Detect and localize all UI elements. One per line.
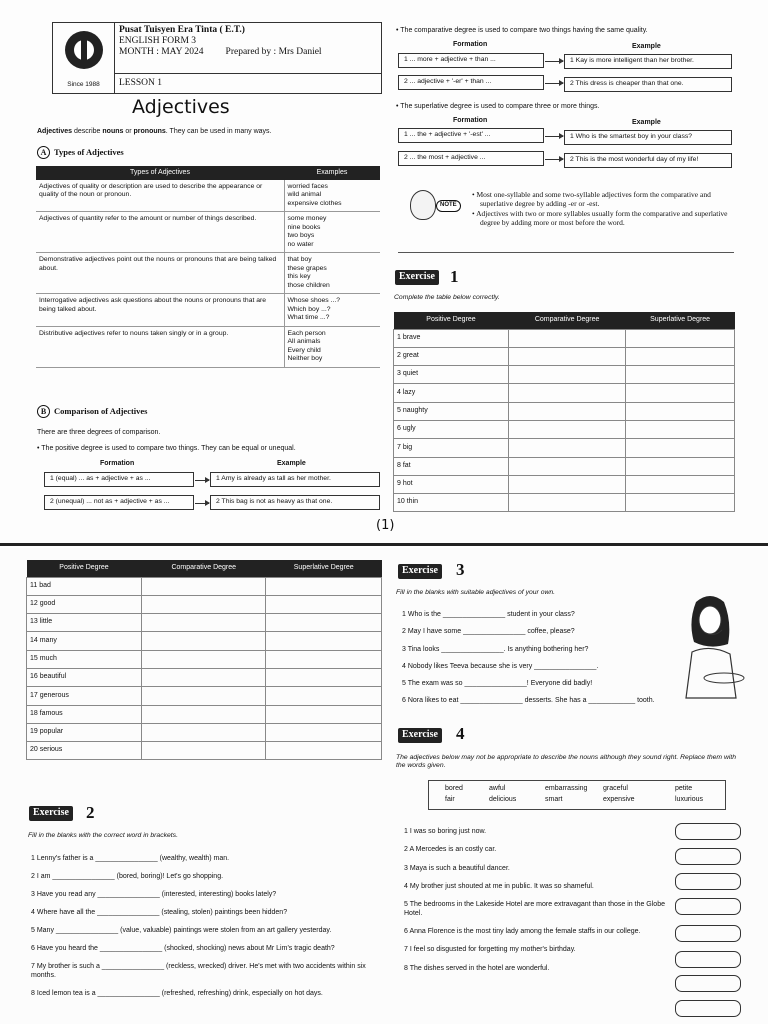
comparative-answer-cell[interactable] xyxy=(509,457,626,475)
superlative-answer-cell[interactable] xyxy=(266,723,382,741)
table-row xyxy=(394,329,735,347)
superlative-col-header: Superlative Degree xyxy=(626,312,735,329)
superlative-col-header: Superlative Degree xyxy=(266,560,382,577)
positive-word: 18 famous xyxy=(27,705,142,723)
example-item: Neither boy xyxy=(287,355,323,363)
superlative-answer-cell[interactable] xyxy=(626,475,735,493)
superlative-text: • The superlative degree is used to compare three or more things. xyxy=(396,103,600,110)
answer-box[interactable] xyxy=(675,873,741,890)
type-description: Distributive adjectives refer to nouns taken singly or in a group. xyxy=(36,326,284,367)
comparative-answer-cell[interactable] xyxy=(142,687,266,705)
section-b-heading: B Comparison of Adjectives xyxy=(37,405,148,418)
superlative-answer-cell[interactable] xyxy=(626,457,735,475)
list-item: 3 Have you read any ________________ (interested, interesting) books lately? xyxy=(31,891,277,898)
type-examples xyxy=(284,326,380,367)
comparative-answer-cell[interactable] xyxy=(142,705,266,723)
superlative-answer-cell[interactable] xyxy=(626,439,735,457)
example-item: What time ...? xyxy=(287,314,330,322)
exercise-4-list xyxy=(404,828,666,983)
comparative-answer-cell[interactable] xyxy=(509,420,626,438)
superlative-formation-2: 2 ... the most + adjective ... xyxy=(398,151,544,166)
answer-box[interactable] xyxy=(675,925,741,942)
examples-header: Examples xyxy=(284,166,380,180)
type-description: Adjectives of quantity refer to the amount or number of things described. xyxy=(36,212,284,253)
exercise-1-table xyxy=(393,312,735,512)
degrees-intro: There are three degrees of comparison. xyxy=(37,429,161,436)
logo-emblem-icon xyxy=(65,31,103,69)
list-item: 5 The bedrooms in the Lakeside Hotel are more extravagant than those in the Globe Hotel. xyxy=(404,901,665,917)
superlative-answer-cell[interactable] xyxy=(266,577,382,595)
exercise-2-label: Exercise xyxy=(29,806,73,821)
month-line: MONTH : MAY 2024 Prepared by : Mrs Daniel xyxy=(119,47,322,57)
table-row xyxy=(394,439,735,457)
table-row xyxy=(27,742,382,760)
exercise-3-instruction: Fill in the blanks with suitable adjectives of your own. xyxy=(396,589,556,596)
types-table xyxy=(36,166,380,368)
list-item: 1 Lenny's father is a ________________ (wealthy, wealth) man. xyxy=(31,855,230,862)
word-option: smart xyxy=(545,796,563,803)
answer-box[interactable] xyxy=(675,951,741,968)
positive-word: 11 bad xyxy=(27,577,142,595)
positive-word: 12 good xyxy=(27,595,142,613)
superlative-answer-cell[interactable] xyxy=(626,384,735,402)
type-examples xyxy=(284,294,380,326)
school-logo xyxy=(53,23,115,93)
positive-word: 7 big xyxy=(394,439,509,457)
type-description: Adjectives of quality or description are used to describe the appearance or quality of the noun or pronoun. xyxy=(36,180,284,212)
list-item: 3 Tina looks ________________. Is anything bothering her? xyxy=(402,645,589,653)
example-item: some money xyxy=(287,215,327,223)
subject-line: ENGLISH FORM 3 xyxy=(119,36,197,46)
positive-word: 1 brave xyxy=(394,329,509,347)
positive-word: 5 naughty xyxy=(394,402,509,420)
superlative-answer-cell[interactable] xyxy=(626,347,735,365)
word-option: awful xyxy=(489,785,506,792)
superlative-answer-cell[interactable] xyxy=(266,632,382,650)
word-option: graceful xyxy=(603,785,628,792)
table-row xyxy=(27,650,382,668)
table-row xyxy=(27,687,382,705)
table-row xyxy=(27,723,382,741)
positive-word: 6 ugly xyxy=(394,420,509,438)
table-row xyxy=(394,384,735,402)
table-row xyxy=(394,420,735,438)
superlative-answer-cell[interactable] xyxy=(626,402,735,420)
answer-box[interactable] xyxy=(675,848,741,865)
answer-box[interactable] xyxy=(675,898,741,915)
positive-col-header: Positive Degree xyxy=(394,312,509,329)
list-item: 3 Maya is such a beautiful dancer. xyxy=(404,864,510,872)
worksheet-header xyxy=(52,22,382,94)
superlative-answer-cell[interactable] xyxy=(266,595,382,613)
comparative-example-2: 2 This dress is cheaper than that one. xyxy=(564,77,732,92)
answer-box[interactable] xyxy=(675,823,741,840)
types-header: Types of Adjectives xyxy=(36,166,284,180)
example-item: no water xyxy=(287,240,314,248)
list-item: 6 Have you heard the ________________ (shocked, shocking) news about Mr Lim's tragic death? xyxy=(31,945,335,952)
types-table-row xyxy=(36,326,380,367)
positive-formation-1: 1 (equal) ... as + adjective + as ... xyxy=(44,472,194,487)
table-row xyxy=(394,494,735,512)
type-examples xyxy=(284,180,380,212)
example-item: these grapes xyxy=(287,264,327,272)
list-item: 8 Iced lemon tea is a ________________ (refreshed, refreshing) drink, especially on hot days. xyxy=(31,990,323,997)
positive-word: 13 little xyxy=(27,614,142,632)
comparative-answer-cell[interactable] xyxy=(142,742,266,760)
since-label: Since 1988 xyxy=(67,80,100,88)
example-item: that boy xyxy=(287,256,312,264)
list-item: 1 Who is the ________________ student in your class? xyxy=(402,611,575,618)
comparative-answer-cell[interactable] xyxy=(142,595,266,613)
example-item: wild animal xyxy=(287,191,322,199)
positive-text: • The positive degree is used to compare two things. They can be equal or unequal. xyxy=(37,445,296,452)
lesson-label: LESSON 1 xyxy=(119,78,163,88)
superlative-example-2: 2 This is the most wonderful day of my life! xyxy=(564,153,732,168)
positive-col-header: Positive Degree xyxy=(27,560,142,577)
positive-example-head: Example xyxy=(277,460,306,467)
superlative-answer-cell[interactable] xyxy=(626,494,735,512)
comparative-example-1: 1 Kay is more intelligent than her brother. xyxy=(564,54,732,69)
positive-word: 20 serious xyxy=(27,742,142,760)
exercise-3-list xyxy=(402,611,670,715)
comparative-answer-cell[interactable] xyxy=(509,439,626,457)
word-option: embarrassing xyxy=(545,785,588,792)
superlative-example-head: Example xyxy=(632,119,661,126)
comparative-col-header: Comparative Degree xyxy=(509,312,626,329)
superlative-answer-cell[interactable] xyxy=(266,705,382,723)
comparative-answer-cell[interactable] xyxy=(509,475,626,493)
note-item: • Most one-syllable and some two-syllable adjectives form the comparative and superlative degree by adding -er or -est. xyxy=(472,190,711,209)
positive-example-1: 1 Amy is already as tall as her mother. xyxy=(210,472,380,487)
positive-word: 2 great xyxy=(394,347,509,365)
word-option: fair xyxy=(445,796,455,803)
comparative-formation-1: 1 ... more + adjective + than ... xyxy=(398,53,544,68)
list-item: 2 May I have some ________________ coffee, please? xyxy=(402,628,575,636)
table-row xyxy=(394,347,735,365)
exercise-1-label: Exercise xyxy=(395,270,439,285)
exercise-2-number: 2 xyxy=(86,803,95,822)
comparative-answer-cell[interactable] xyxy=(142,577,266,595)
positive-word: 14 many xyxy=(27,632,142,650)
list-item: 4 Nobody likes Teeva because she is very ________________. xyxy=(402,662,599,670)
header-info xyxy=(119,25,322,58)
note-illustration xyxy=(402,182,457,232)
table-row xyxy=(394,402,735,420)
positive-word: 4 lazy xyxy=(394,384,509,402)
positive-word: 3 quiet xyxy=(394,366,509,384)
comparative-answer-cell[interactable] xyxy=(142,614,266,632)
note-item: • Adjectives with two or more syllables usually form the comparative and superlative degree by adding more or most before the word. xyxy=(472,208,728,228)
comparative-answer-cell[interactable] xyxy=(142,632,266,650)
word-option: expensive xyxy=(603,796,635,803)
table-row xyxy=(27,705,382,723)
types-table-row xyxy=(36,212,380,253)
comparative-formation-head: Formation xyxy=(453,41,488,48)
example-item: worried faces xyxy=(287,183,328,190)
comparative-text: • The comparative degree is used to compare two things having the same quality. xyxy=(396,27,648,34)
type-examples xyxy=(284,253,380,294)
superlative-answer-cell[interactable] xyxy=(266,614,382,632)
table-row xyxy=(27,595,382,613)
list-item: 4 Where have all the ________________ (stealing, stolen) paintings been hidden? xyxy=(31,909,288,916)
list-item: 4 My brother just shouted at me in public. It was so shameful. xyxy=(404,882,594,890)
table-row xyxy=(394,366,735,384)
types-table-row xyxy=(36,180,380,212)
comparative-answer-cell[interactable] xyxy=(509,366,626,384)
exercise-1-instruction: Complete the table below correctly. xyxy=(394,294,500,301)
comparative-answer-cell[interactable] xyxy=(509,384,626,402)
list-item: 7 I feel so disgusted for forgetting my mother's birthday. xyxy=(404,946,576,954)
positive-example-2: 2 This bag is not as heavy as that one. xyxy=(210,495,380,510)
superlative-answer-cell[interactable] xyxy=(626,329,735,347)
answer-box[interactable] xyxy=(675,975,741,992)
superlative-answer-cell[interactable] xyxy=(626,420,735,438)
school-name: Pusat Tuisyen Era Tinta ( E.T.) xyxy=(119,25,245,35)
exercise-1-number: 1 xyxy=(450,267,459,286)
comparative-answer-cell[interactable] xyxy=(509,329,626,347)
example-item: Each person xyxy=(287,329,326,337)
type-description: Interrogative adjectives ask questions about the nouns or pronouns that are being talked about. xyxy=(36,294,284,326)
list-item: 5 The exam was so ________________! Everyone did badly! xyxy=(402,680,593,687)
list-item: 1 I was so boring just now. xyxy=(404,828,487,835)
list-item: 8 The dishes served in the hotel are wonderful. xyxy=(404,964,550,972)
type-description: Demonstrative adjectives point out the nouns or pronouns that are being talked about. xyxy=(36,253,284,294)
example-item: this key xyxy=(287,273,311,281)
page-title: Adjectives xyxy=(132,96,230,118)
types-table-row xyxy=(36,294,380,326)
comparative-answer-cell[interactable] xyxy=(142,723,266,741)
exercise-4-number: 4 xyxy=(456,724,465,743)
superlative-example-1: 1 Who is the smartest boy in your class? xyxy=(564,130,732,145)
exercise-1-table-continued xyxy=(26,560,382,760)
table-row xyxy=(27,632,382,650)
positive-word: 16 beautiful xyxy=(27,668,142,686)
list-item: 6 Nora likes to eat ________________ desserts. She has a ____________ tooth. xyxy=(402,697,655,705)
exercise-3-number: 3 xyxy=(456,560,465,579)
positive-word: 8 fat xyxy=(394,457,509,475)
section-a-heading: A Types of Adjectives xyxy=(37,146,124,159)
page-two xyxy=(0,548,768,1024)
positive-word: 10 thin xyxy=(394,494,509,512)
example-item: Whose shoes ...? xyxy=(287,297,341,305)
table-row xyxy=(27,668,382,686)
example-item: nine books xyxy=(287,223,321,231)
exercise-4-instruction: The adjectives below may not be appropriate to describe the nouns although they sound right. Replace them with the words given. xyxy=(396,754,737,770)
types-table-row xyxy=(36,253,380,294)
intro-text: Adjectives describe nouns or pronouns. They can be used in many ways. xyxy=(37,128,272,135)
superlative-answer-cell[interactable] xyxy=(266,687,382,705)
superlative-answer-cell[interactable] xyxy=(266,650,382,668)
example-item: Which boy ...? xyxy=(287,305,331,313)
table-row xyxy=(27,614,382,632)
comparative-example-head: Example xyxy=(632,43,661,50)
word-option: delicious xyxy=(489,796,517,803)
example-item: expensive clothes xyxy=(287,199,342,207)
comparative-answer-cell[interactable] xyxy=(142,650,266,668)
superlative-answer-cell[interactable] xyxy=(626,366,735,384)
positive-word: 19 popular xyxy=(27,723,142,741)
positive-formation-2: 2 (unequal) ... not as + adjective + as ... xyxy=(44,495,194,510)
table-row xyxy=(27,577,382,595)
note-tag: NOTE xyxy=(436,200,461,212)
list-item: 7 My brother is such a ________________ (reckless, wrecked) driver. He's met with two accidents within six months. xyxy=(31,963,366,979)
list-item: 2 I am ________________ (bored, boring)! Let's go shopping. xyxy=(31,873,224,880)
exercise-2-instruction: Fill in the blanks with the correct word in brackets. xyxy=(28,832,178,839)
word-option: luxurious xyxy=(675,796,704,803)
positive-word: 9 hot xyxy=(394,475,509,493)
page-number: (1) xyxy=(376,518,395,533)
table-row xyxy=(394,457,735,475)
comparative-answer-cell[interactable] xyxy=(142,668,266,686)
comparative-formation-2: 2 ... adjective + '-er' + than ... xyxy=(398,75,544,90)
note-list xyxy=(472,190,732,228)
word-box xyxy=(428,780,726,810)
list-item: 2 A Mercedes is an costly car. xyxy=(404,846,497,854)
type-examples xyxy=(284,212,380,253)
positive-word: 17 generous xyxy=(27,687,142,705)
comparative-answer-cell[interactable] xyxy=(509,347,626,365)
answer-box[interactable] xyxy=(675,1000,741,1017)
word-option: petite xyxy=(675,785,693,792)
table-row xyxy=(394,475,735,493)
example-item: two boys xyxy=(287,232,315,240)
boy-face-icon xyxy=(410,190,436,220)
example-item: those children xyxy=(287,281,330,289)
word-option: bored xyxy=(445,785,463,792)
superlative-formation-1: 1 ... the + adjective + '-est' ... xyxy=(398,128,544,143)
list-item: 6 Anna Florence is the most tiny lady among the female staffs in our college. xyxy=(404,928,641,935)
superlative-formation-head: Formation xyxy=(453,117,488,124)
exercise-3-label: Exercise xyxy=(398,564,442,579)
list-item: 5 Many ________________ (value, valuable) paintings were stolen from an art gallery yesterday. xyxy=(31,927,332,934)
positive-formation-head: Formation xyxy=(100,460,135,467)
comparative-answer-cell[interactable] xyxy=(509,494,626,512)
example-item: Every child xyxy=(287,346,321,354)
comparative-col-header: Comparative Degree xyxy=(142,560,266,577)
exercise-4-label: Exercise xyxy=(398,728,442,743)
positive-word: 15 much xyxy=(27,650,142,668)
exercise-2-list xyxy=(31,854,383,1007)
superlative-answer-cell[interactable] xyxy=(266,742,382,760)
example-item: All animals xyxy=(287,338,321,346)
comparative-answer-cell[interactable] xyxy=(509,402,626,420)
superlative-answer-cell[interactable] xyxy=(266,668,382,686)
girl-eating-icon xyxy=(670,592,748,702)
